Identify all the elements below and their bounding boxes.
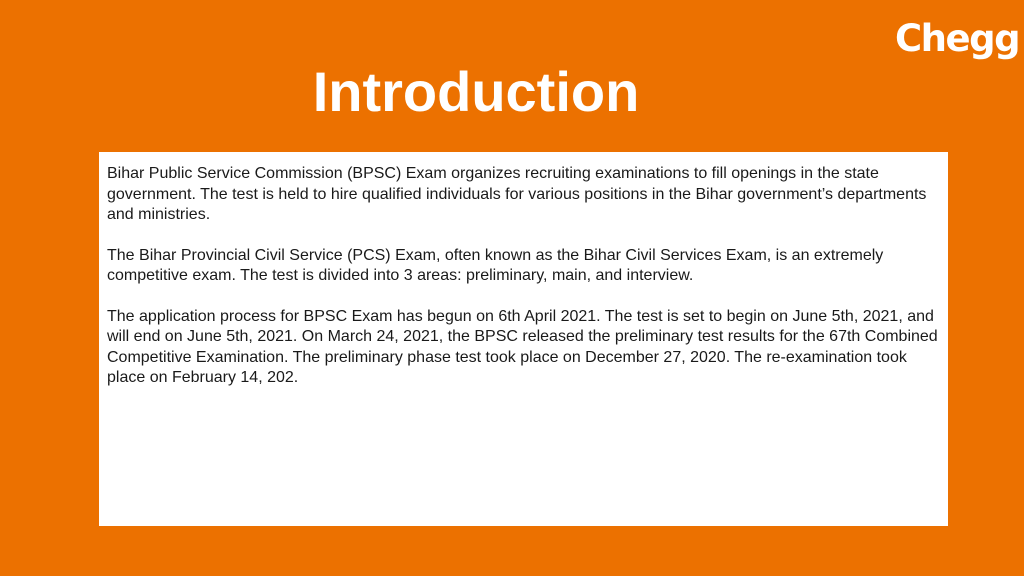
content-box <box>99 152 948 526</box>
chegg-logo: Chegg <box>895 17 1020 60</box>
slide-title: Introduction <box>312 60 640 123</box>
paragraph-pcs-exam: The Bihar Provincial Civil Service (PCS) Exam, often known as the Bihar Civil Services Exam, is an extremely competitive exam. The test is divided into 3 areas: preliminary, main, and interview. <box>107 246 884 284</box>
paragraph-intro: Bihar Public Service Commission (BPSC) Exam organizes recruiting examinations to fill openings in the state government. The test is held to hire qualified individuals for various positions in the Bihar government’s departments and ministries. <box>107 165 927 223</box>
paragraph-application-dates: The application process for BPSC Exam has begun on 6th April 2021. The test is set to begin on June 5th, 2021, and will end on June 5th, 2021. On March 24, 2021, the BPSC released the preliminary test results for the 67th Combined Competitive Examination. The preliminary phase test took place on December 27, 2020. The re-examination took place on February 14, 202. <box>107 307 938 386</box>
